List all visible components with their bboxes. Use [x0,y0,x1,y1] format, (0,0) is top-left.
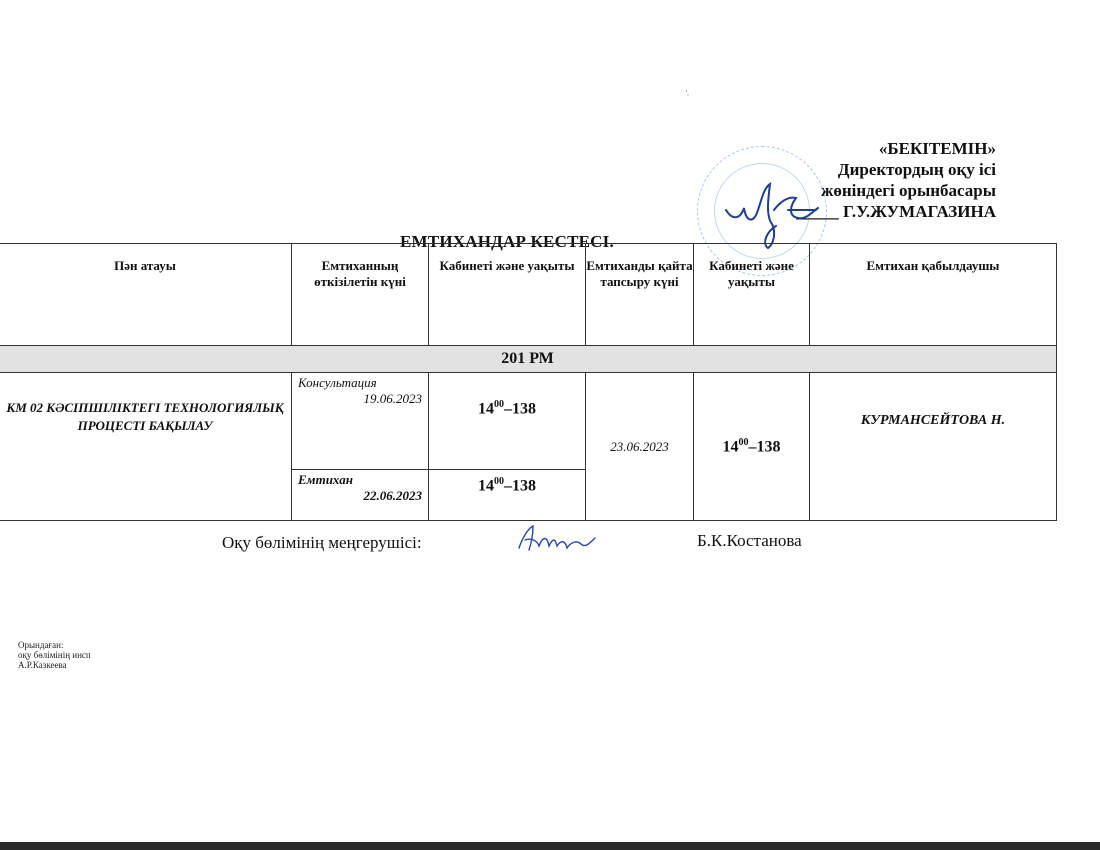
group-label: 201 РМ [0,346,1057,373]
exam-cell [292,470,429,521]
performer-block [18,640,91,670]
time-hour: 14 [478,400,494,418]
approval-line-3: жөніндегі орынбасары [821,181,996,200]
page-title: ЕМТИХАНДАР КЕСТЕСІ. [400,232,614,251]
time-minutes: 00 [494,476,504,487]
performer-line-2: оқу бөлімінің инсп [18,650,91,660]
header-retake-date: Емтиханды қайта тапсыру күні [586,244,694,346]
consultation-label: Консультация [298,375,377,390]
time-hour: 14 [722,438,739,456]
header-retake-room-time: Кабинеті және уақыты [694,244,810,346]
header-examiner: Емтихан қабылдаушы [810,244,1057,346]
performer-line-1: Орындаған: [18,640,64,650]
head-of-dept-label: Оқу бөлімінің меңгерушісі: [222,533,422,552]
room-number: –138 [748,438,781,456]
retake-time-room [694,373,810,521]
consultation-time-room [429,373,586,470]
header-exam-date: Емтиханның өткізілетін күні [292,244,429,346]
time-minutes: 00 [494,399,504,410]
header-room-time: Кабинеті және уақыты [429,244,586,346]
exam-date: 22.06.2023 [363,488,422,503]
subject-cell: КМ 02 КӘСІПШІЛІКТЕГІ ТЕХНОЛОГИЯЛЫҚ ПРОЦЕСТІ БАҚЫЛАУ [0,373,292,521]
consultation-date: 19.06.2023 [363,391,422,406]
header-subject: Пән атауы [0,244,292,346]
time-minutes: 00 [738,436,749,448]
table-row [0,373,1057,470]
time-hour: 14 [478,477,494,495]
examiner-cell: КУРМАНСЕЙТОВА Н. [810,373,1057,521]
exam-label: Емтихан [298,472,353,487]
approval-line-1: «БЕКІТЕМІН» [878,139,996,158]
table-header-row [0,244,1057,346]
performer-line-3: А.Р.Казкеева [18,660,67,670]
scan-speck: ·̣ [685,86,688,96]
room-number: –138 [504,477,536,495]
head-of-dept-name: Б.К.Костанова [697,531,802,550]
approval-line-2: Директордың оқу ісі [837,160,996,179]
room-number: –138 [504,400,536,418]
retake-date-cell: 23.06.2023 [586,373,694,521]
head-signature [515,522,600,556]
group-row [0,346,1057,373]
approval-line-4: _____ Г.У.ЖУМАГАЗИНА [796,202,996,221]
exam-time-room [429,470,586,521]
consultation-cell [292,373,429,470]
scan-bottom-edge [0,842,1100,850]
exam-schedule-table [0,243,1057,521]
